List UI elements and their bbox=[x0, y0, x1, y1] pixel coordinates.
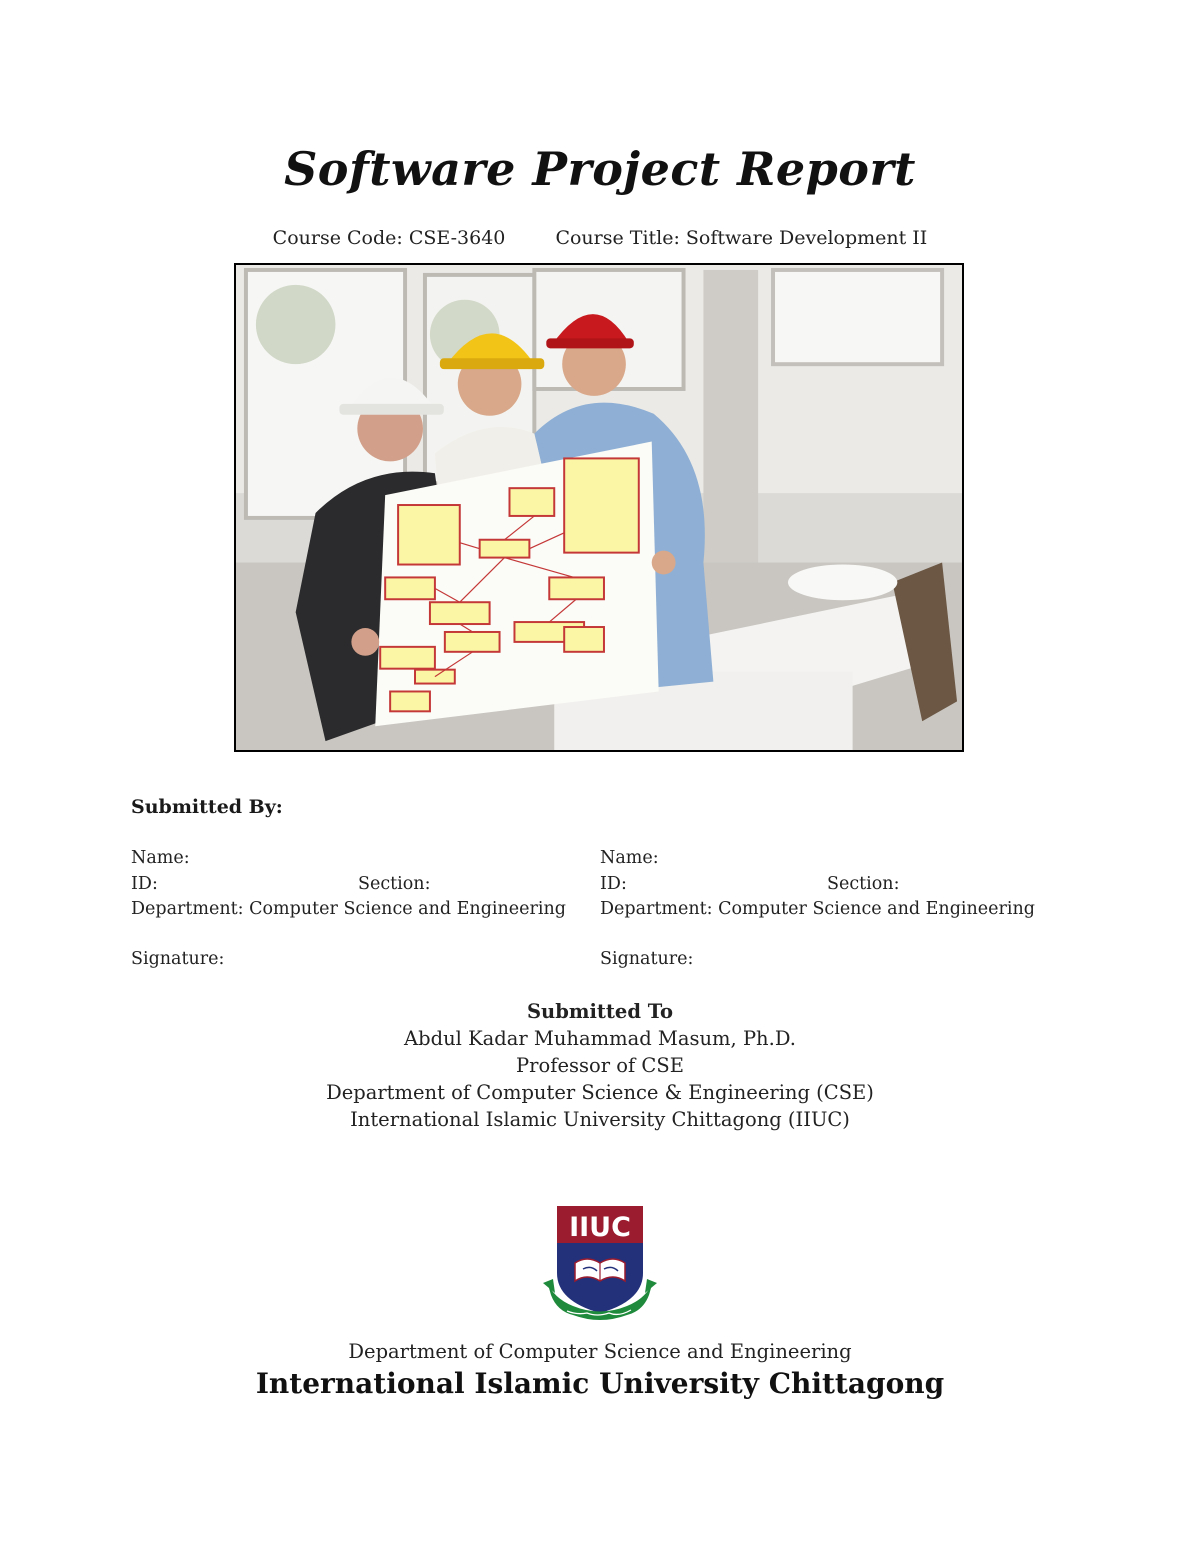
department-label: Department: Computer Science and Engineering bbox=[600, 899, 1035, 919]
student-block-1 bbox=[131, 846, 571, 972]
footer-university: International Islamic University Chittagong bbox=[255, 1367, 945, 1400]
id-label: ID: bbox=[600, 873, 627, 894]
supervisor-name: Abdul Kadar Muhammad Masum, Ph.D. bbox=[404, 1027, 796, 1050]
section-label: Section: bbox=[358, 873, 431, 894]
department-label: Department: Computer Science and Engineering bbox=[131, 899, 566, 919]
supervisor-department: Department of Computer Science & Engineering (CSE) bbox=[326, 1081, 874, 1104]
section-label: Section: bbox=[827, 873, 900, 894]
submitted-by-heading: Submitted By: bbox=[131, 796, 283, 818]
signature-label: Signature: bbox=[600, 948, 694, 969]
id-label: ID: bbox=[131, 873, 158, 894]
iiuc-crest-icon bbox=[543, 1203, 657, 1325]
course-code: Course Code: CSE-3640 bbox=[272, 227, 506, 249]
iiuc-logo bbox=[543, 1203, 657, 1325]
course-title: Course Title: Software Development II bbox=[555, 227, 928, 249]
supervisor-university: International Islamic University Chittagong (IIUC) bbox=[350, 1108, 850, 1131]
submitted-to-block bbox=[0, 998, 1200, 1133]
student-block-2 bbox=[600, 846, 1040, 972]
supervisor-position: Professor of CSE bbox=[516, 1054, 684, 1077]
engineers-with-uml-diagram-image bbox=[236, 265, 962, 750]
name-label: Name: bbox=[131, 848, 190, 868]
signature-label: Signature: bbox=[131, 948, 225, 969]
logo-text: IIUC bbox=[569, 1212, 631, 1243]
course-info bbox=[0, 227, 1200, 249]
submitted-to-heading: Submitted To bbox=[526, 1000, 674, 1023]
footer-department: Department of Computer Science and Engineering bbox=[348, 1340, 852, 1363]
report-title: Software Project Report bbox=[284, 142, 916, 196]
cover-photo bbox=[234, 263, 964, 752]
name-label: Name: bbox=[600, 848, 659, 868]
